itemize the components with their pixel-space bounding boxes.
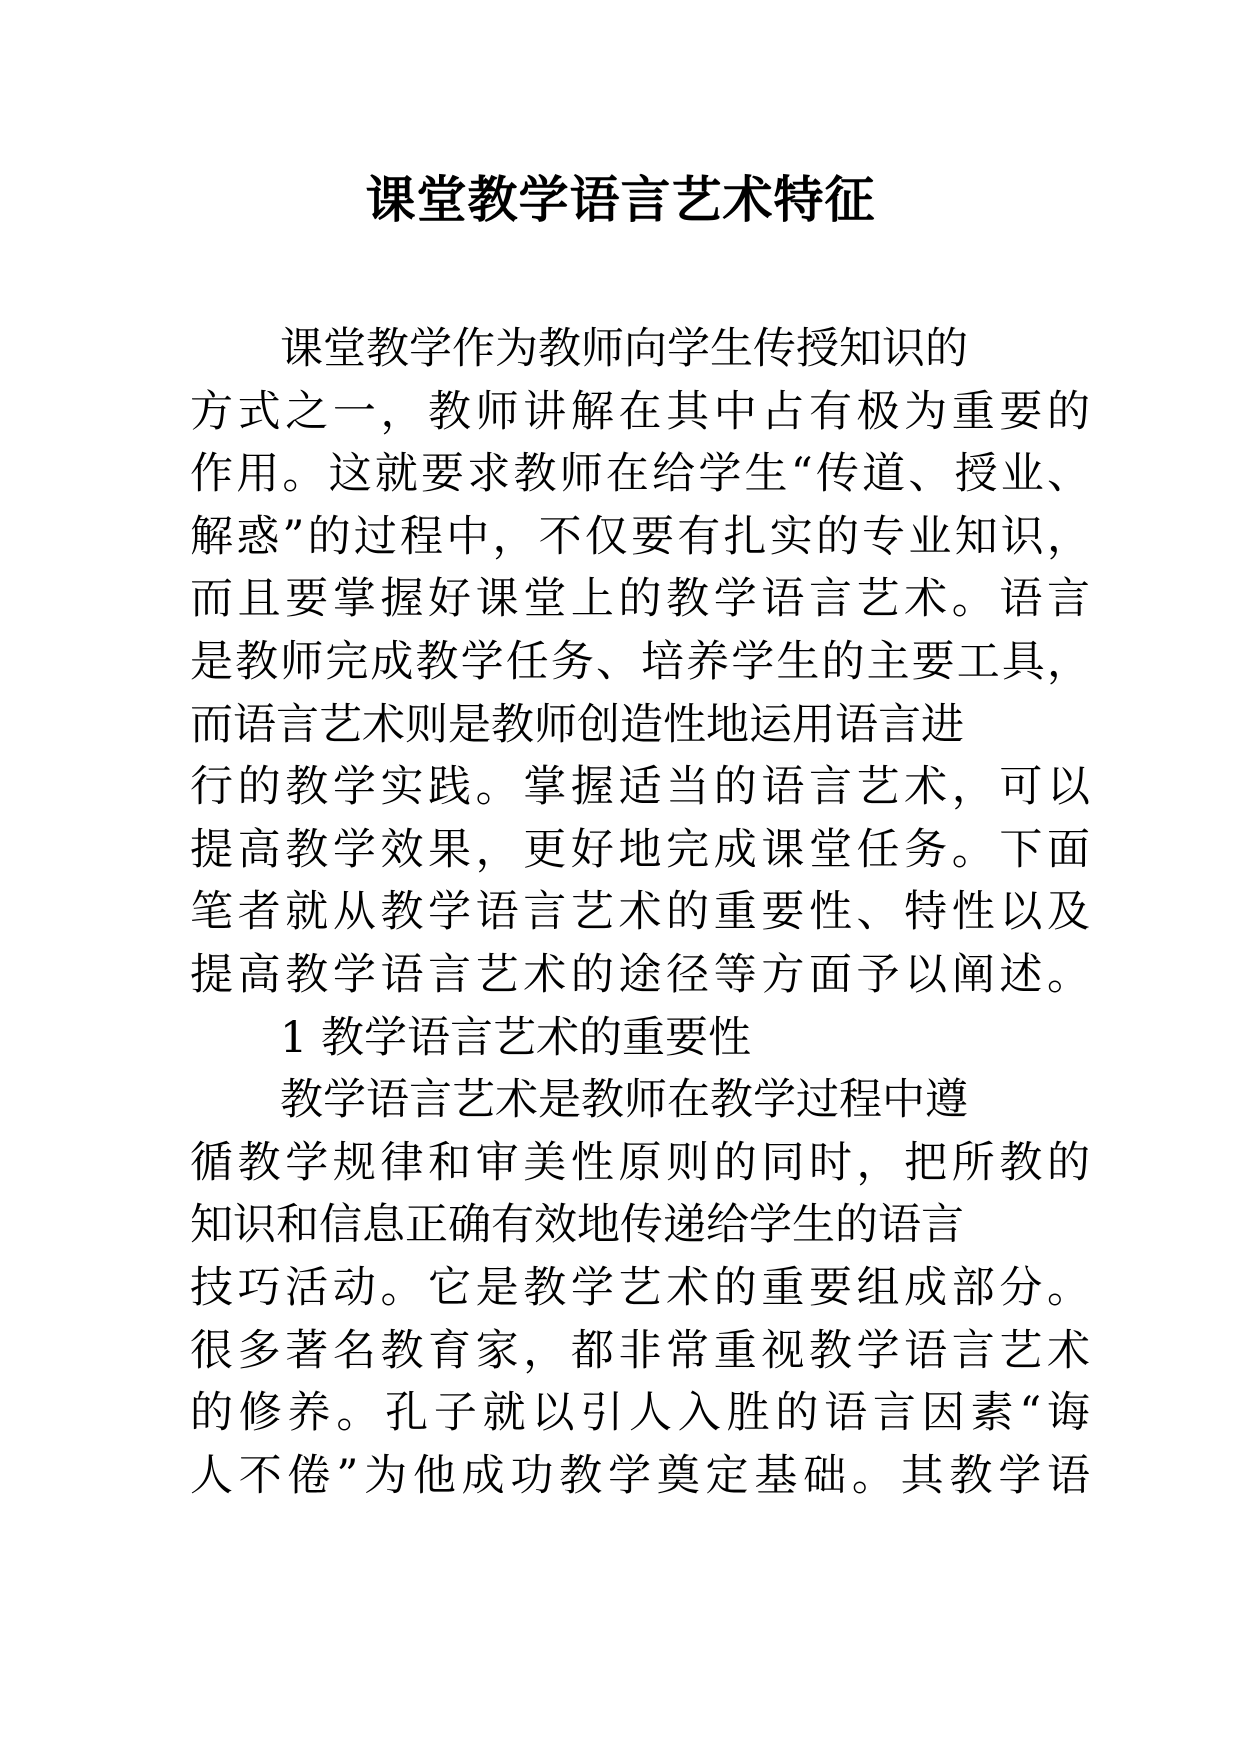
body-text-line: 笔者就从教学语言艺术的重要性、特性以及 <box>190 887 1090 938</box>
body-text-line: 的修养。孔子就以引人入胜的语言因素“诲 <box>190 1388 1090 1439</box>
body-text-line: 提高教学语言艺术的途径等方面予以阐述。 <box>190 949 1090 1000</box>
body-text-line: 技巧活动。它是教学艺术的重要组成部分。 <box>190 1262 1090 1313</box>
body-text-line: 知识和信息正确有效地传递给学生的语言 <box>190 1200 964 1251</box>
body-text-line: 课堂教学作为教师向学生传授知识的 <box>280 324 968 374</box>
body-text-line: 是教师完成教学任务、培养学生的主要工具， <box>190 636 1090 687</box>
body-text-line: 行的教学实践。掌握适当的语言艺术，可以 <box>190 762 1090 813</box>
body-text-line: 1 教学语言艺术的重要性 <box>280 1012 752 1063</box>
body-text-line: 很多著名教育家，都非常重视教学语言艺术 <box>190 1325 1090 1376</box>
body-text-line: 方式之一，教师讲解在其中占有极为重要的 <box>190 386 1090 437</box>
body-text-line: 循教学规律和审美性原则的同时，把所教的 <box>190 1137 1090 1188</box>
body-text-line: 作用。这就要求教师在给学生“传道、授业、 <box>190 449 1090 500</box>
document-body <box>190 318 1090 1507</box>
body-text-line: 人不倦”为他成功教学奠定基础。其教学语 <box>190 1450 1090 1501</box>
document-title: 课堂教学语言艺术特征 <box>365 170 876 229</box>
body-text-line: 提高教学效果，更好地完成课堂任务。下面 <box>190 824 1090 875</box>
body-text-line: 而且要掌握好课堂上的教学语言艺术。语言 <box>190 574 1090 625</box>
body-text-line: 而语言艺术则是教师创造性地运用语言进 <box>190 699 964 750</box>
body-text-line: 教学语言艺术是教师在教学过程中遵 <box>280 1075 968 1126</box>
body-text-line: 解惑”的过程中，不仅要有扎实的专业知识， <box>190 511 1090 562</box>
